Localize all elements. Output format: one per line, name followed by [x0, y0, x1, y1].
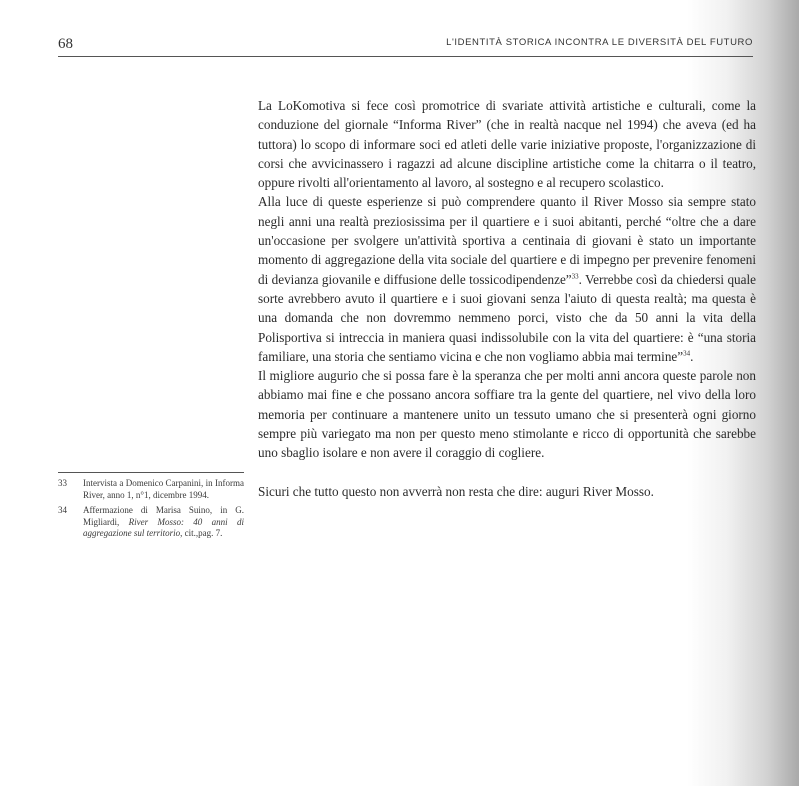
page-number: 68 [58, 36, 73, 52]
footnote-number: 34 [58, 505, 67, 515]
paragraph-2 [258, 192, 756, 366]
paragraph-2-part-a: Alla luce di queste esperienze si può comprendere quanto il River Mosso sia sempre stato negli anni una realtà preziosissima per il quartiere e i suoi abitanti, perché “oltre che a dare un'occasione per svolgere un'attività sportiva a centinaia di giovani è stato un importante momento di aggregazione della vita sociale del quartiere e di impegno per prevenire fenomeni di devianza giovanile e diffusione delle tossicodipendenze” [258, 194, 756, 287]
footnote [58, 478, 244, 501]
paragraph-2-part-b: . Verrebbe così da chiedersi quale sorte avrebbero avuto il quartiere e i suoi giovani senza l'aiuto di questa realtà; ma questa è una domanda che non dovremmo nemmeno porci, visto che da 50 anni la vita della Polisportiva si intreccia in maniera quasi indissolubile con la vita del quartiere: è “una storia familiare, una storia che sentiamo vicina e che non vogliamo abbia mai termine” [258, 271, 756, 364]
footnote-number: 33 [58, 478, 67, 488]
footnote-ref-33: 33 [571, 272, 579, 281]
footnote-text-part-b: , cit.,pag. 7. [180, 528, 223, 538]
footnotes [58, 472, 244, 544]
footnote [58, 505, 244, 540]
paragraph-1: La LoKomotiva si fece così promotrice di svariate attività artistiche e culturali, come la conduzione del giornale “Informa River” (che in realtà nacque nel 1994) che aveva (ed ha tuttora) lo scopo di informare soci ed atleti delle varie iniziative proposte, l'organizzazione di corsi che avvicinassero i ragazzi ad alcune discipline artistiche come la chitarra o il teatro, oppure rivolti all'orientamento al lavoro, al sostegno e al recupero scolastico. [258, 98, 756, 191]
footnote-text: Intervista a Domenico Carpanini, in Informa River, anno 1, n°1, dicembre 1994. [83, 478, 244, 500]
running-head: L'IDENTITÀ STORICA INCONTRA LE DIVERSITÀ DEL FUTURO [446, 37, 753, 48]
footnote-ref-34: 34 [683, 349, 691, 358]
footnote-text [83, 505, 244, 540]
footnote-book-title: River Mosso: 40 anni di aggregazione sul territorio [83, 516, 244, 538]
paragraph-3: Il migliore augurio che si possa fare è la speranza che per molti anni ancora queste parole non abbiamo mai fine e che possano ancora soffiare tra la gente del quartiere, nel vivo della loro memoria per continuare a mantenere unito un tessuto umano che si presenterà ogni giorno sempre più variegato ma non per questo meno stimolante e ricco di opportunità che sarebbe uno sbaglio isolare e non avere il coraggio di cogliere. [258, 368, 756, 461]
paragraph-4: Sicuri che tutto questo non avverrà non resta che dire: auguri River Mosso. [258, 483, 654, 499]
paragraph-2-part-c: . [690, 348, 694, 364]
page-header [58, 32, 753, 57]
footnote-text-part-a: Affermazione di Marisa Suino, in G. Migliardi, [83, 505, 244, 527]
main-text [258, 96, 756, 501]
